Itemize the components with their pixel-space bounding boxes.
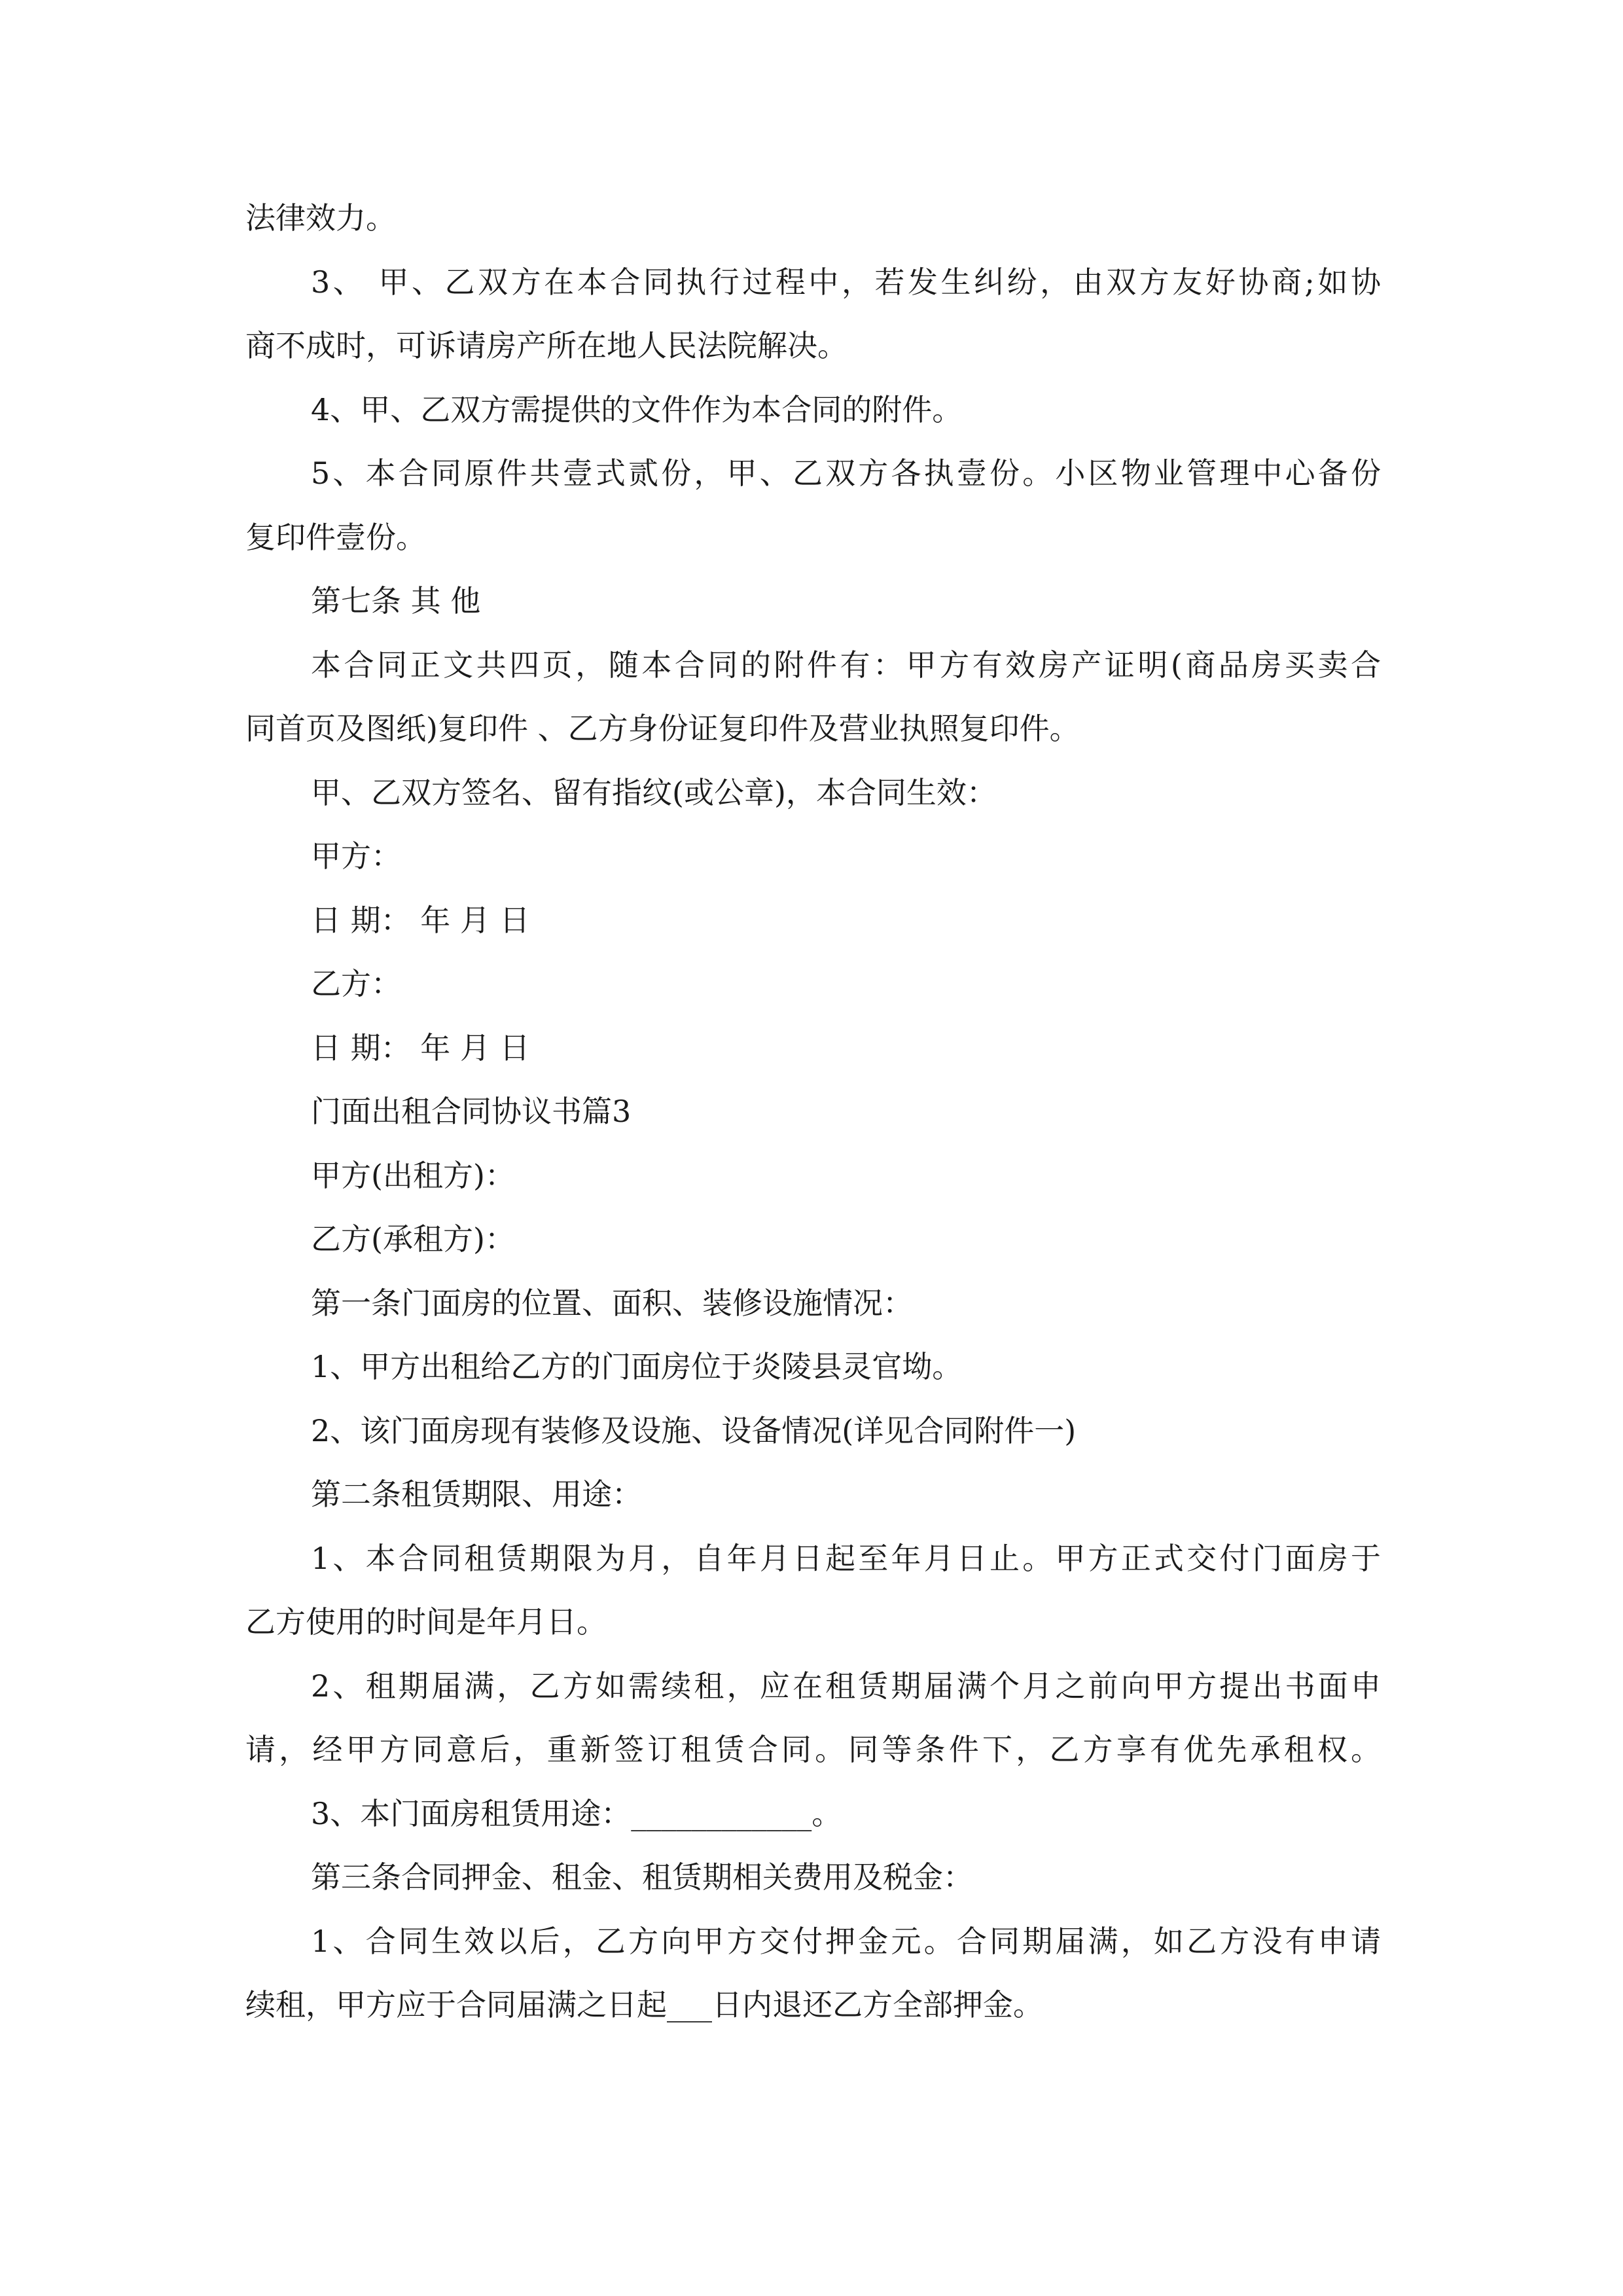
text-line: 本合同正文共四页，随本合同的附件有：甲方有效房产证明(商品房买卖合 (311, 647, 1381, 683)
document-body (245, 187, 1381, 2037)
text-line: 续租，甲方应于合同届满之日起___日内退还乙方全部押金。 (245, 1987, 1043, 2022)
signature-label: 甲方： (311, 838, 401, 874)
text-line: 乙方使用的时间是年月日。 (245, 1604, 607, 1640)
text-line: 甲、乙双方签名、留有指纹(或公章)，本合同生效： (311, 774, 997, 810)
text-line: 同首页及图纸)复印件 、乙方身份证复印件及营业执照复印件。 (245, 711, 1080, 746)
text-line: 请，经甲方同意后，重新签订租赁合同。同等条件下，乙方享有优先承租权。 (245, 1732, 1381, 1767)
text-line: 商不成时，可诉请房产所在地人民法院解决。 (245, 328, 847, 363)
text-line: 5、本合同原件共壹式贰份，甲、乙双方各执壹份。小区物业管理中心备份 (311, 456, 1381, 491)
party-label: 甲方(出租方)： (311, 1157, 515, 1193)
text-line: 2、租期届满，乙方如需续租，应在租赁期届满个月之前向甲方提出书面申 (311, 1668, 1381, 1704)
text-line: 复印件壹份。 (245, 519, 426, 555)
date-line: 日 期： 年 月 日 (311, 1030, 530, 1066)
text-line: 3、本门面房租赁用途：____________。 (311, 1795, 842, 1831)
signature-label: 乙方： (311, 966, 401, 1001)
text-line: 1、合同生效以后，乙方向甲方交付押金元。合同期届满，如乙方没有申请 (311, 1923, 1381, 1959)
party-label: 乙方(承租方)： (311, 1221, 515, 1257)
section-heading: 第二条租赁期限、用途： (311, 1477, 642, 1512)
text-line: 法律效力。 (245, 200, 396, 236)
text-line: 1、甲方出租给乙方的门面房位于炎陵县灵官坳。 (311, 1349, 963, 1384)
text-line: 3、 甲、乙双方在本合同执行过程中，若发生纠纷，由双方友好协商;如协 (311, 264, 1381, 300)
date-line: 日 期： 年 月 日 (311, 902, 530, 938)
text-line: 1、本合同租赁期限为月，自年月日起至年月日止。甲方正式交付门面房于 (311, 1540, 1381, 1576)
section-heading: 第一条门面房的位置、面积、装修设施情况： (311, 1285, 913, 1321)
document-title: 门面出租合同协议书篇3 (311, 1094, 632, 1129)
text-line: 2、该门面房现有装修及设施、设备情况(详见合同附件一) (311, 1412, 1077, 1448)
section-heading: 第三条合同押金、租金、租赁期相关费用及税金： (311, 1859, 973, 1895)
text-line: 4、甲、乙双方需提供的文件作为本合同的附件。 (311, 391, 963, 427)
section-heading: 第七条 其 他 (311, 583, 481, 619)
